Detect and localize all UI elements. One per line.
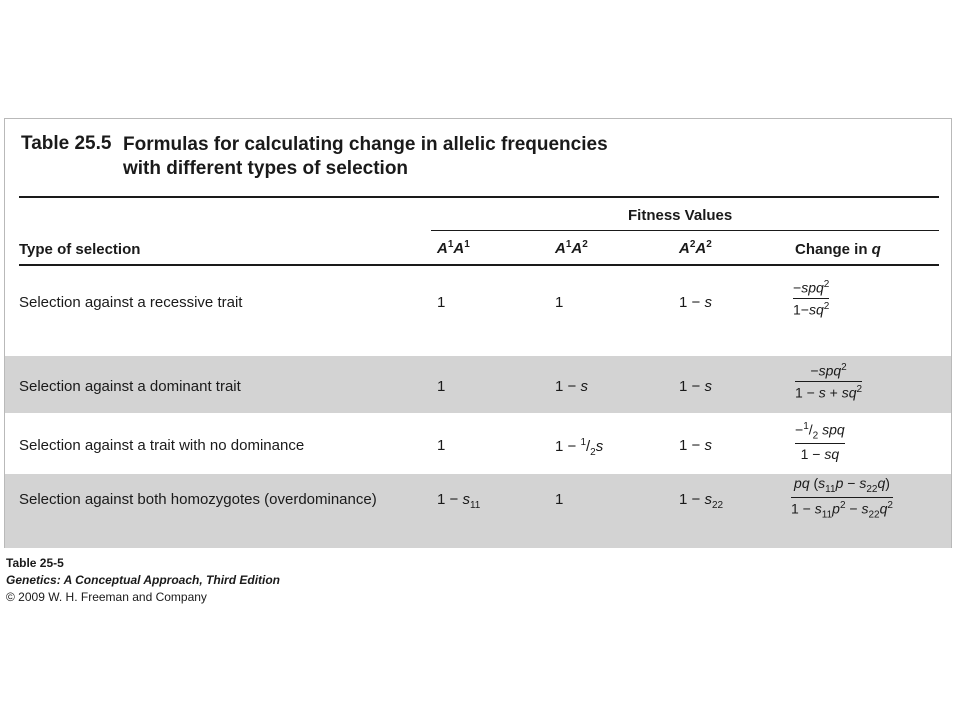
row-a1a1: 1	[437, 294, 446, 311]
change-formula-recessive: −spq$^2$ $1-sq^2$	[793, 279, 830, 318]
genotype-a2a2-header: $A^2A^2$	[679, 239, 712, 257]
caption-book-title: Genetics: A Conceptual Approach, Third Edition	[6, 573, 281, 587]
row-type: Selection against a recessive trait	[19, 294, 243, 311]
row-a1a1: $1 - s_{11}$	[437, 491, 481, 511]
row-a1a2: 1	[555, 491, 564, 508]
table-container	[4, 118, 952, 548]
change-in-q-header: Change in q	[795, 241, 881, 258]
row-type: Selection against a trait with no dominance	[19, 437, 305, 454]
row-type: Selection against both homozygotes (overdominance)	[19, 491, 377, 508]
table-title-line1: Formulas for calculating change in allelic frequencies	[123, 134, 608, 155]
row-a1a1: 1	[437, 437, 446, 454]
row-type: Selection against a dominant trait	[19, 378, 241, 395]
caption-copyright: © 2009 W. H. Freeman and Company	[6, 590, 207, 604]
row-a2a2: $1 - s_{22}$	[679, 491, 724, 511]
row-a2a2: 1 − s	[679, 437, 712, 454]
top-rule	[19, 196, 939, 198]
row-a1a2: 1 − s	[555, 378, 588, 395]
change-formula-overdominance: pq $(s_{11}p - s_{22}q)$ $1 - s_{11}p^2 - s_{22}q^2$	[791, 475, 893, 521]
caption-table-number: Table 25-5	[6, 556, 64, 570]
fitness-rule	[431, 230, 939, 231]
row-a1a1: 1	[437, 378, 446, 395]
genotype-a1a2-header: $A^1A^2$	[555, 239, 588, 257]
change-formula-no-dominance: $-^1/_2$ spq 1 − sq	[795, 421, 845, 463]
row-a1a2: $1 - ^1/_2s$	[555, 437, 604, 458]
table-label: Table 25.5	[21, 133, 112, 154]
row-a2a2: 1 − s	[679, 378, 712, 395]
row-a1a2: 1	[555, 294, 564, 311]
header-rule	[19, 264, 939, 266]
table-title-line2: with different types of selection	[123, 158, 409, 179]
table-title	[123, 133, 683, 181]
genotype-a1a1-header: $A^1A^1$	[437, 239, 470, 257]
fitness-values-header: Fitness Values	[628, 207, 733, 224]
type-of-selection-header: Type of selection	[19, 241, 141, 258]
change-formula-dominant: −spq$^2$ $1 - s + sq^2$	[795, 362, 863, 401]
row-a2a2: 1 − s	[679, 294, 712, 311]
